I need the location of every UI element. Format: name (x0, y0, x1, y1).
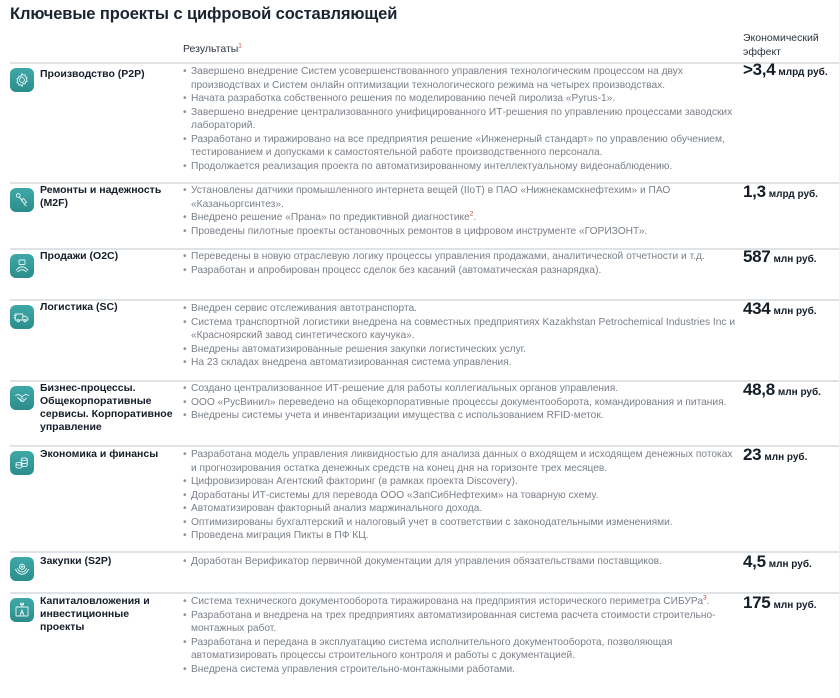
result-item (183, 382, 738, 396)
table-row (10, 248, 840, 299)
results-list (183, 448, 738, 543)
economic-effect (743, 593, 840, 613)
footnote-marker: 2 (469, 210, 474, 218)
effect-value: 23 (743, 445, 762, 464)
result-text: Автоматизирован факторный анализ маржинального дохода. (191, 503, 483, 514)
table-row (10, 592, 840, 698)
construction-crane-icon (10, 598, 34, 622)
result-item (183, 133, 738, 160)
result-item (183, 211, 738, 225)
footnote-marker: 1 (238, 43, 242, 50)
page-title: Ключевые проекты с цифровой составляющей (10, 5, 398, 23)
result-item (183, 475, 738, 489)
results-list (183, 382, 738, 423)
result-item (183, 595, 738, 609)
effect-value: >3,4 (743, 60, 776, 79)
project-name: Капиталовложения и инвестиционные проекты (40, 595, 150, 633)
result-item (183, 184, 738, 211)
result-item (183, 502, 738, 516)
result-item (183, 516, 738, 530)
result-text: Внедрены автоматизированные решения закупки логистических услуг. (191, 343, 526, 355)
result-text: Внедрены системы учета и инвентаризации имущества с использованием RFID-меток. (191, 410, 604, 421)
result-text: Завершено внедрение Систем усовершенствованного управления технологическим процессом на двух производствах и Систем онлайн оптимизации технологического режима на четырех производствах. (191, 66, 683, 91)
results-list (183, 302, 738, 370)
truck-icon (10, 305, 34, 329)
result-item (183, 409, 738, 423)
column-header-effect: Экономический эффект (743, 32, 819, 58)
result-item (183, 92, 738, 106)
economic-effect (743, 380, 840, 400)
effect-value: 1,3 (743, 182, 766, 201)
effect-value: 587 (743, 247, 771, 266)
effect-unit: млрд руб. (768, 189, 818, 200)
result-item (183, 160, 738, 174)
result-text: Разработана и внедрена на трех предприятиях автоматизированная система расчета стоимости строительно-монтажных работ. (191, 609, 716, 634)
result-item (183, 609, 738, 636)
result-text: Создано централизованное ИТ-решение для работы коллегиальных органов управления. (191, 383, 619, 394)
result-text: ООО «РусВинил» переведено на общекорпоративные процессы документооборота, командирования и питания. (191, 396, 727, 408)
result-text: Начата разработка собственного решения по моделированию печей пиролиза «Pyrus-1». (191, 93, 616, 104)
results-list (183, 595, 738, 676)
result-text-tail: . (473, 212, 477, 223)
result-text: Внедрено решение «Прана» по предиктивной диагностике (191, 212, 470, 223)
table-row (10, 551, 840, 592)
result-item (183, 636, 738, 663)
result-text: Разработана и передана в эксплуатацию система исполнительного документооборота, позволяющая автоматизировать процессы строительного контроля и работы с документацией. (191, 636, 673, 661)
result-item (183, 529, 738, 543)
results-list (183, 65, 738, 173)
result-text: Система технического документооборота тиражирована на предприятия исторического периметра СИБУРа (191, 596, 704, 607)
table-row (10, 299, 840, 380)
table-row (10, 182, 840, 248)
project-name: Продажи (O2C) (40, 250, 119, 262)
result-text: Проведена миграция Пикты в ПФ КЦ. (191, 530, 369, 541)
result-text: Оптимизированы бухгалтерский и налоговый учет в соответствии с законодательными изменениями. (191, 516, 673, 528)
result-item (183, 225, 738, 239)
effect-value: 48,8 (743, 380, 775, 399)
sales-hand-icon (10, 254, 34, 278)
handshake-icon (10, 386, 34, 410)
result-text: Разработан и апробирован процесс сделок без касаний (автоматическая разнарядка). (191, 264, 602, 276)
result-text: Переведены в новую отраслевую логику процессы управления продажами, аналитической отчетности и т.д. (191, 251, 705, 262)
result-text: Завершено внедрение централизованного унифицированного ИТ-решения по управлению процессами заводских лабораторий. (191, 106, 733, 131)
result-text: На 23 складах внедрена автоматизированная система управления. (191, 357, 512, 368)
result-item (183, 316, 738, 343)
results-list (183, 184, 738, 238)
result-text: Система транспортной логистики внедрена на совместных предприятиях Kazakhstan Petrochemical Industries Inc и «Красноярский завод синтетического каучука». (191, 316, 736, 341)
result-text: Внедрен сервис отслеживания автотранспорта. (191, 303, 417, 314)
project-name: Бизнес-процессы. Общекорпоративные сервисы. Корпоративное управление (40, 382, 173, 433)
project-name: Закупки (S2P) (40, 555, 112, 567)
result-text: Доработан Верификатор первичной документации для управления обязательствами поставщиков. (191, 556, 662, 567)
project-name: Производство (P2P) (40, 68, 145, 80)
result-text-tail: . (706, 596, 710, 607)
project-name: Ремонты и надежность (M2F) (40, 184, 162, 209)
economic-effect (743, 247, 840, 267)
results-list (183, 555, 738, 569)
robot-arm-icon (10, 188, 34, 212)
project-name: Логистика (SC) (40, 301, 118, 313)
result-item (183, 555, 738, 569)
result-text: Внедрена система управления строительно-монтажными работами. (191, 663, 515, 675)
result-item (183, 250, 738, 264)
result-item (183, 264, 738, 278)
result-item (183, 106, 738, 133)
table-row (10, 62, 840, 182)
results-list (183, 250, 738, 277)
effect-value: 175 (743, 593, 771, 612)
result-text: Проведены пилотные проекты остановочных ремонтов в цифровом инструменте «ГОРИЗОНТ». (191, 225, 648, 237)
result-text: Разработано и тиражировано на все предприятия решение «Инженерный стандарт» по управлению обучением, тестированием и допусками к самостоятельной работе производственного персонала. (191, 133, 725, 158)
project-name: Экономика и финансы (40, 448, 159, 460)
result-item (183, 65, 738, 92)
economic-effect (743, 552, 840, 572)
effect-value: 4,5 (743, 552, 766, 571)
result-text: Разработана модель управления ликвидностью для анализа данных о входящем и исходящем денежных потоках и прогнозирования остатка денежных средств на конец дня на горизонте трех месяцев. (191, 449, 733, 474)
result-text: Цифровизирован Агентский факторинг (в рамках проекта Discovery). (191, 476, 518, 487)
economic-effect (743, 445, 840, 465)
effect-unit: млн руб. (773, 306, 817, 317)
effect-unit: млн руб. (768, 559, 812, 570)
effect-unit: млн руб. (773, 600, 817, 611)
result-item (183, 356, 738, 370)
column-header-results-label: Результаты (183, 43, 239, 55)
gear-icon (10, 68, 34, 92)
column-header-results (183, 43, 242, 55)
table-row (10, 380, 840, 445)
result-text: Установлены датчики промышленного интернета вещей (IIoT) в ПАО «Нижнекамскнефтехим» и ПАО «Казаньоргсинтез». (191, 185, 671, 210)
effect-unit: млн руб. (777, 387, 821, 398)
result-item (183, 448, 738, 475)
effect-unit: млн руб. (773, 254, 817, 265)
result-text: Доработаны ИТ-системы для перевода ООО «ЗапСибНефтехим» на товарную схему. (191, 489, 599, 501)
result-item (183, 343, 738, 357)
table-row (10, 445, 840, 551)
effect-unit: млн руб. (764, 452, 808, 463)
result-item (183, 663, 738, 677)
result-text: Продолжается реализация проекта по автоматизированному интеллектуальному видеонаблюдению. (191, 160, 673, 172)
effect-value: 434 (743, 299, 771, 318)
economic-effect (743, 182, 840, 202)
economic-effect (743, 299, 840, 319)
result-item (183, 489, 738, 503)
economic-effect (743, 60, 840, 80)
coins-icon (10, 451, 34, 475)
result-item (183, 302, 738, 316)
procurement-hands-icon (10, 557, 34, 581)
result-item (183, 396, 738, 410)
effect-unit: млрд руб. (778, 67, 828, 78)
footnote-marker: 3 (703, 594, 707, 602)
